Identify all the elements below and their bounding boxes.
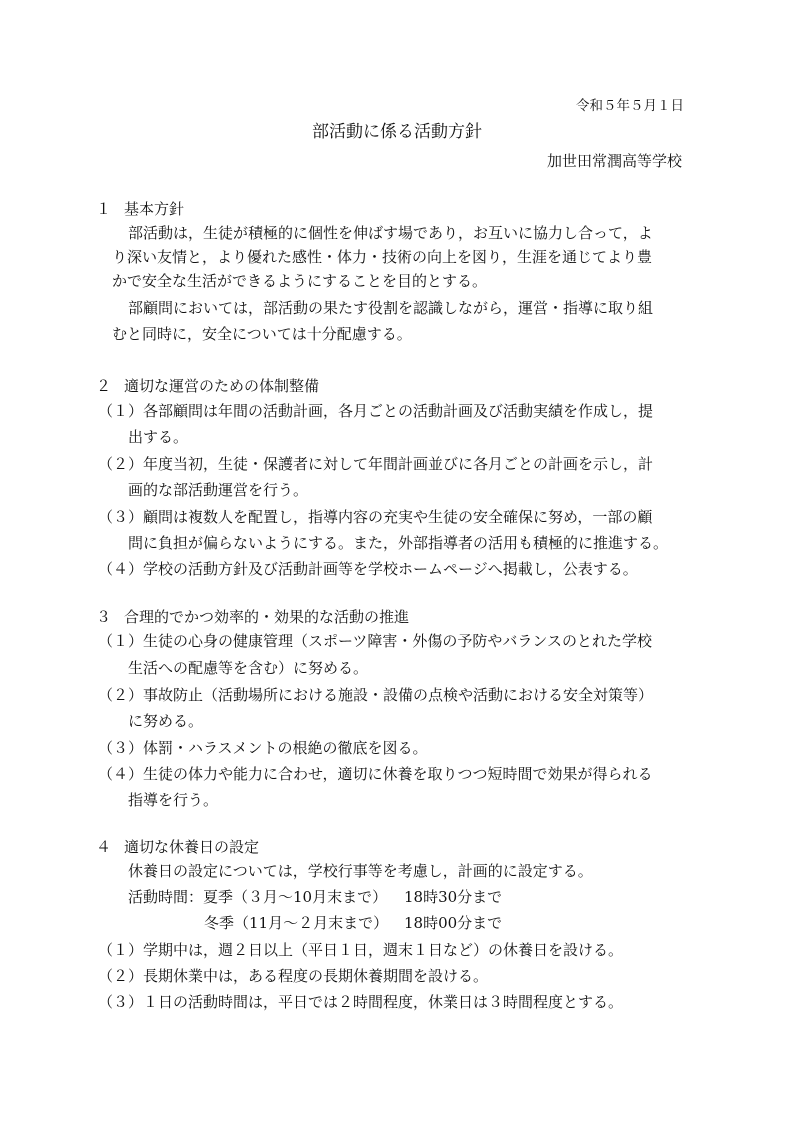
section-1-heading	[96, 198, 184, 219]
section-1-line: かで安全な生活ができるようにすることを目的とする。	[112, 272, 488, 290]
section-2-line: （３）顧問は複数人を配置し，指導内容の充実や生徒の安全確保に努め，一部の顧	[98, 508, 653, 526]
section-2-line: （１）各部顧問は年間の活動計画，各月ごとの活動計画及び活動実績を作成し，提	[98, 402, 654, 420]
activity-time-summer: 活動時間：夏季（３月～10月末まで）	[128, 888, 388, 906]
activity-time-summer-end: 18時30分まで	[404, 888, 503, 906]
section-4-line: （１）学期中は，週２日以上（平日１日，週末１日など）の休養日を設ける。	[98, 941, 624, 959]
section-1-title: 基本方針	[124, 200, 185, 218]
section-1-line: り深い友情と，より優れた感性・体力・技術の向上を図り，生涯を通じてより豊	[112, 248, 653, 266]
section-1-line: 部活動は，生徒が積極的に個性を伸ばす場であり，お互いに協力し合って，よ	[128, 224, 653, 242]
section-2-title: 適切な運営のための体制整備	[124, 377, 320, 395]
document-date: 令和５年５月１日	[576, 98, 684, 114]
school-name: 加世田常潤高等学校	[546, 152, 682, 170]
section-1-number: １	[96, 200, 112, 218]
section-3-title: 合理的でかつ効率的・効果的な活動の推進	[124, 608, 410, 626]
section-2-line: 問に負担が偏らないようにする。また，外部指導者の活用も積極的に推進する。	[128, 534, 669, 552]
section-2-line: （４）学校の活動方針及び活動計画等を学校ホームページへ掲載し，公表する。	[98, 560, 638, 578]
section-3-line: （４）生徒の体力や能力に合わせ，適切に休養を取りつつ短時間で効果が得られる	[98, 765, 653, 783]
section-2-heading	[96, 375, 319, 396]
section-3-heading	[96, 606, 409, 627]
document-title: 部活動に係る活動方針	[312, 122, 482, 142]
section-2-line: 画的な部活動運営を行う。	[128, 481, 309, 499]
section-3-line: 指導を行う。	[128, 791, 219, 809]
section-4-line: （３）１日の活動時間は，平日では２時間程度，休業日は３時間程度とする。	[98, 993, 624, 1011]
section-2-line: （２）年度当初，生徒・保護者に対して年間計画並びに各月ごとの計画を示し，計	[98, 455, 654, 473]
section-4-number: ４	[96, 838, 112, 856]
section-2-number: ２	[96, 377, 112, 395]
section-2-line: 出する。	[128, 428, 189, 446]
activity-time-winter-end: 18時00分まで	[404, 914, 503, 932]
section-4-title: 適切な休養日の設定	[124, 838, 260, 856]
section-3-line: （３）体罰・ハラスメントの根絶の徹底を図る。	[98, 739, 428, 757]
section-4-line: 休養日の設定については，学校行事等を考慮し，計画的に設定する。	[128, 862, 593, 880]
section-3-line: （１）生徒の心身の健康管理（スポーツ障害・外傷の予防やバランスのとれた学校	[98, 632, 652, 650]
section-1-line: 部顧問においては，部活動の果たす役割を認識しながら，運営・指導に取り組	[128, 299, 654, 317]
section-3-line: （２）事故防止（活動場所における施設・設備の点検や活動における安全対策等）	[98, 686, 654, 704]
section-3-line: に努める。	[128, 712, 204, 730]
activity-time-winter: 冬季（11月～２月末まで）	[204, 914, 389, 932]
section-3-number: ３	[96, 608, 112, 626]
section-3-line: 生活への配慮等を含む）に努める。	[128, 659, 369, 677]
section-1-line: むと同時に，安全については十分配慮する。	[112, 325, 412, 343]
section-4-heading	[96, 836, 259, 857]
section-4-line: （２）長期休業中は，ある程度の長期休養期間を設ける。	[98, 967, 489, 985]
